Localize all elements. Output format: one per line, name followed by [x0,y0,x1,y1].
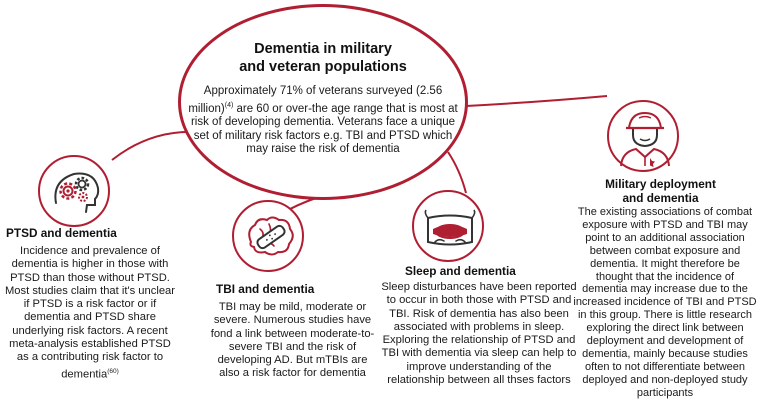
brain-bandage-icon [234,202,306,274]
tbi-body: TBI may be mild, moderate or severe. Numerous studies have fond a link between moderate-to-severe TBI and the risk of developing AD. But mTBIs are also a risk factor for dementia [210,301,375,380]
hub-title [190,40,456,76]
military-body: The existing associations of combat exposure with PTSD and TBI may point to an additional association between combat exposure and dementia. It might therefore be thought that the incidence of dementia may increase due to the increased incidence of TBI and PTSD in this group. There is little research exploring the direct link between deployment and development of dementia, mainly because studies often to not differentiate between deployed and non-deployed study participants [573,206,757,399]
soldier-icon [609,102,681,174]
connector-military [466,96,607,106]
tbi-heading: TBI and dementia [216,282,315,296]
hub-body-reference: (4) [224,101,234,109]
sleep-body: Sleep disturbances have been reported to occur in both those with PTSD and TBI. Risk of dementia has also been associated with problems in sleep. Exploring the relationship of PTSD and TBI with dementia via sleep can help to improve understanding of the relationship between all thses factors [381,281,577,387]
ptsd-heading: PTSD and dementia [6,226,117,240]
hub-body [186,85,460,157]
ptsd-body-text: Incidence and prevalence of dementia is higher in those with PTSD than those without PTSD. Most studies claim that it's unclear if PTSD is a risk factor or if dementia and PTSD share underlying risk factors. A recent meta-analysis established PTSD as a contributing risk factor to dementia [4,245,175,381]
ptsd-body-reference: (60) [107,367,119,375]
military-heading-line1: Military deployment [605,177,716,191]
hub-title-line2: and veteran populations [239,59,407,75]
military-heading-line2: and dementia [622,191,699,205]
hub-body-text: Approximately 71% of veterans surveyed (2.56 million) [188,85,443,115]
gears-head-icon [40,157,112,229]
ptsd-body [2,245,178,382]
sleep-heading: Sleep and dementia [405,264,516,278]
connector-sleep [448,152,466,193]
military-heading [583,177,738,205]
sleep-mask-icon [414,192,486,264]
tbi-icon-circle [232,200,304,272]
sleep-icon-circle [412,190,484,262]
hub-body-text-continued: are 60 or over-the age range that is most at risk of developing dementia. Veterans face a unique set of military risk factors e.g. TBI and PTSD which may raise the risk of dementia [190,102,458,156]
hub-title-line1: Dementia in military [254,41,392,57]
military-icon-circle [607,100,679,172]
ptsd-icon-circle [38,155,110,227]
connector-ptsd [112,132,196,160]
